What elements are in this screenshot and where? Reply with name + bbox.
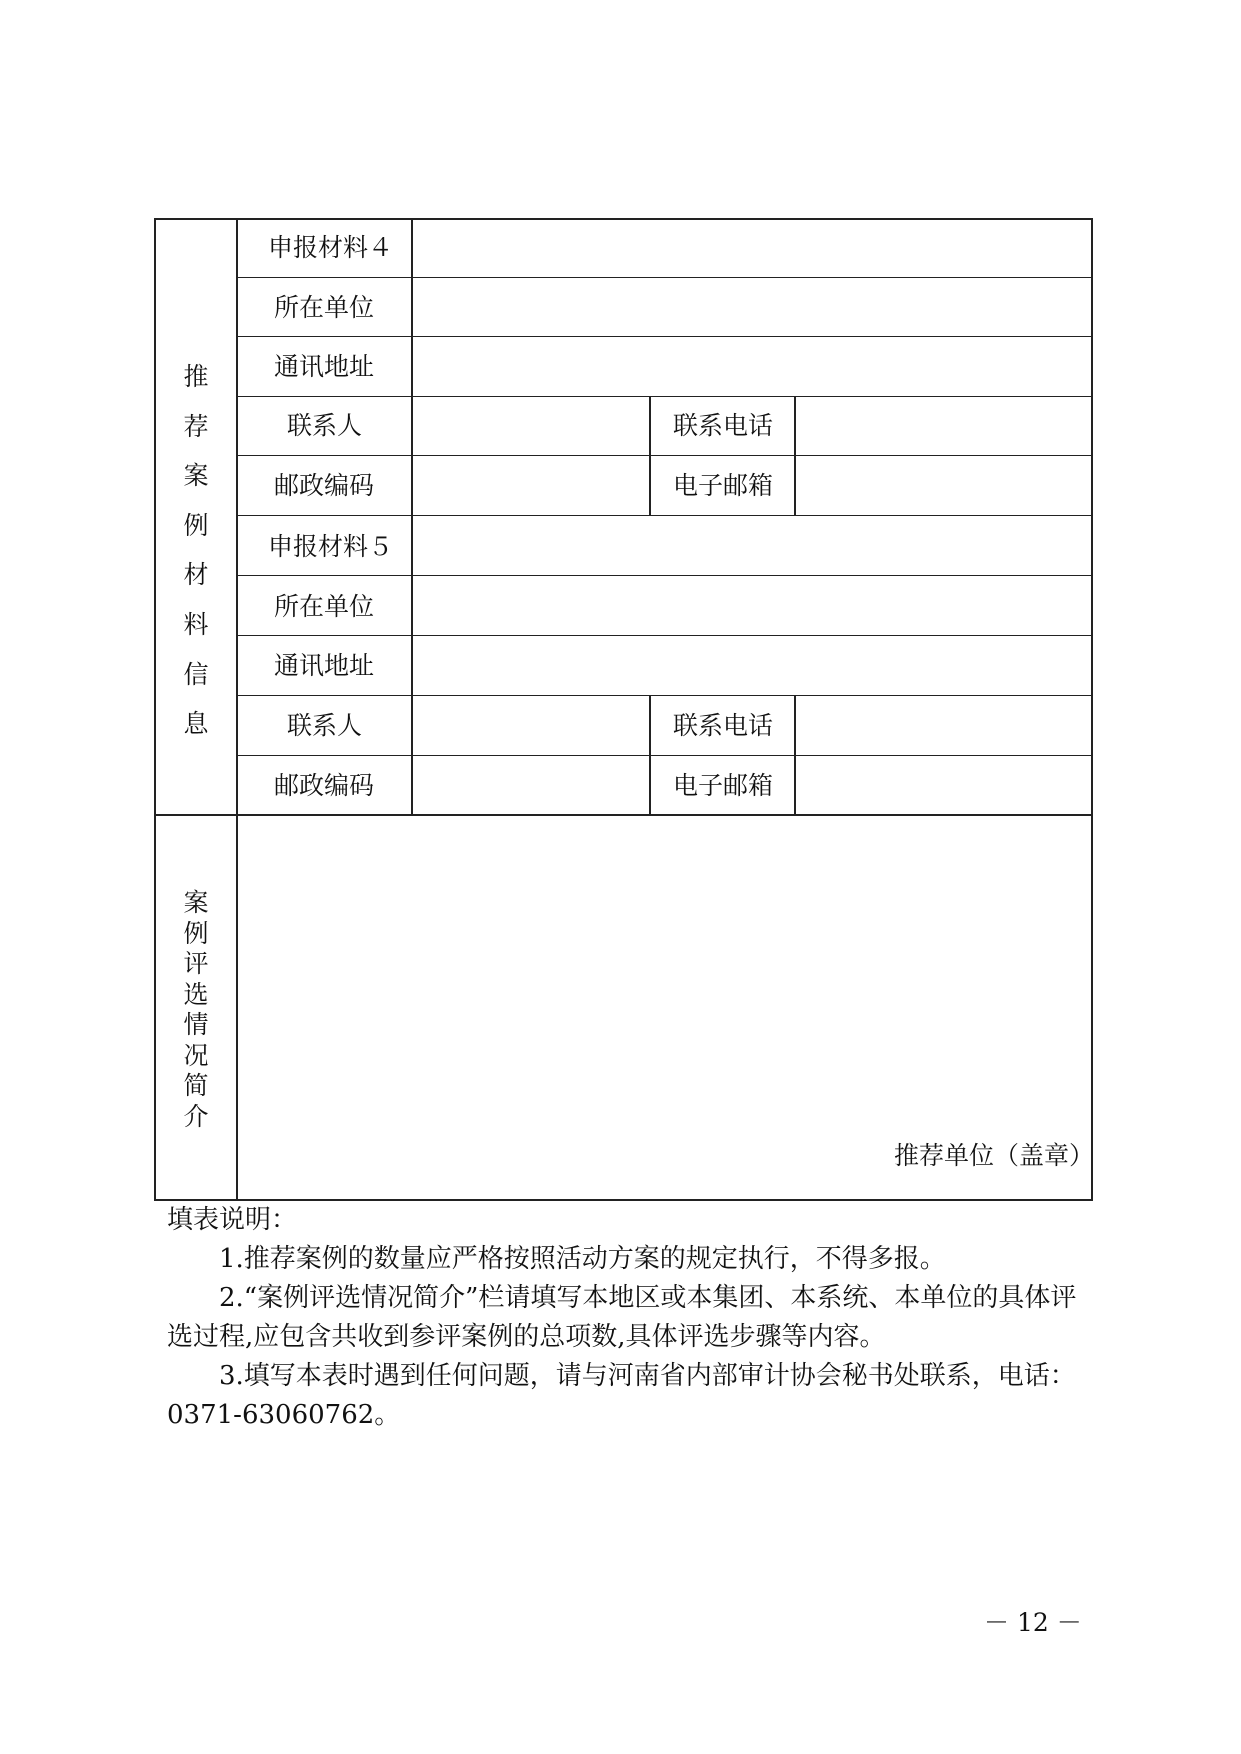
table-row-divider [236,277,1093,278]
material-4-postcode-label: 邮政编码 [274,471,375,500]
material-5-unit-label: 所在单位 [274,592,375,621]
table-row-divider [236,515,1093,516]
table-section-divider [154,814,1093,816]
section-label-char: 情 [183,1010,209,1039]
material-4-contact-label: 联系人 [287,411,363,440]
section-label-char: 例 [183,510,209,540]
material-5-contact-label: 联系人 [287,711,363,740]
section-label-char: 材 [183,560,209,590]
stamp-label: 推荐单位（盖章） [894,1141,1095,1170]
section-label-char: 荐 [183,411,209,441]
table-row-divider [236,575,1093,576]
section-label-char: 评 [183,949,209,978]
page-number: － 12 － [984,1608,1082,1637]
table-row-divider [236,336,1093,337]
material-5-email-label: 电子邮箱 [673,771,774,800]
material-5-phone-label: 联系电话 [673,711,774,740]
notes-item-2: 2.“案例评选情况简介”栏请填写本地区或本集团、本系统、本单位的具体评选过程,应包含共收到参评案例的总项数,具体评选步骤等内容。 [167,1283,1077,1352]
section-label-recommend [176,352,216,749]
section-label-char: 简 [183,1071,209,1100]
section-label-char: 选 [183,979,209,1009]
table-border-left [154,218,156,1201]
table-row-divider [236,455,1093,456]
section-label-char: 料 [183,609,209,639]
notes-item-3: 3.填写本表时遇到任何问题，请与河南省内部审计协会秘书处联系，电话：0371-63060762。 [167,1361,1076,1430]
section-label-summary [176,888,216,1132]
table-border-right [1091,218,1093,1201]
material-4-unit-label: 所在单位 [274,293,375,322]
table-border-top [154,218,1093,220]
material-4-address-label: 通讯地址 [274,352,375,381]
section-label-char: 例 [183,918,209,948]
section-label-char: 推 [183,362,209,391]
material-4-title-label: 申报材料４ [268,233,394,262]
table-col-divider-label [236,218,238,1201]
material-5-postcode-label: 邮政编码 [274,771,375,800]
table-row-divider [236,635,1093,636]
form-notes [167,1201,1091,1435]
section-label-char: 案 [183,888,209,917]
table-row-divider [236,396,1093,397]
material-5-address-label: 通讯地址 [274,651,375,680]
material-5-title-label: 申报材料５ [268,532,394,561]
section-label-char: 案 [183,461,209,491]
notes-item-1: 1.推荐案例的数量应严格按照活动方案的规定执行，不得多报。 [219,1244,946,1274]
material-4-email-label: 电子邮箱 [673,471,774,500]
notes-heading: 填表说明： [167,1205,298,1235]
material-4-phone-label: 联系电话 [673,411,774,440]
table-col-divider-field [411,218,413,815]
table-row-divider [236,695,1093,696]
section-label-char: 息 [183,709,209,739]
section-label-char: 况 [183,1040,209,1070]
section-label-char: 信 [183,659,209,689]
section-label-char: 介 [183,1101,209,1131]
table-row-divider [236,755,1093,756]
